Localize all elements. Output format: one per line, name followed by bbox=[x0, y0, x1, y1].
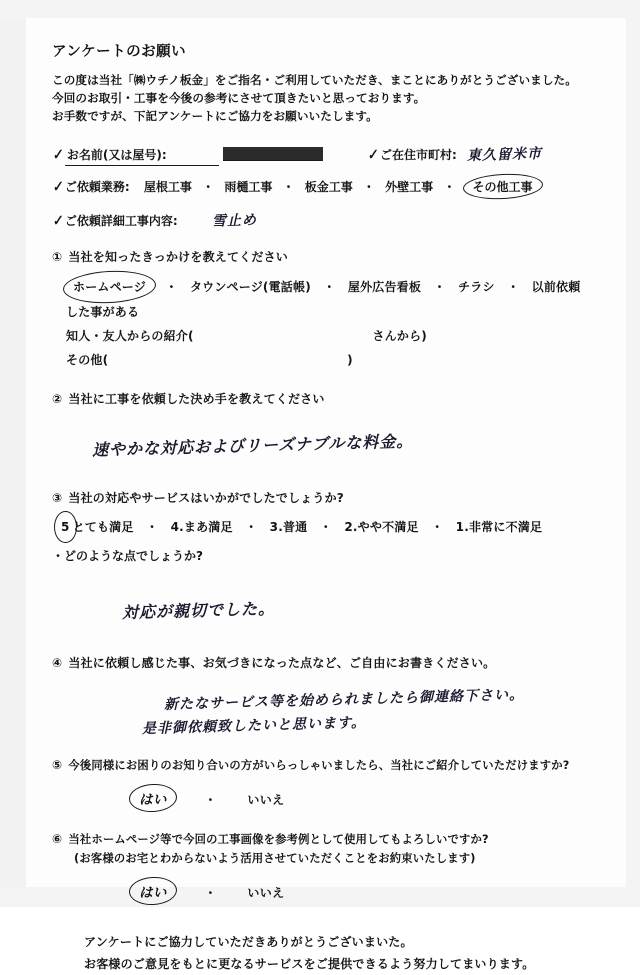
intro-line-2: 今回のお取引・工事を今後の参考にさせて頂きたいと思っております。 bbox=[52, 90, 582, 108]
question-2 bbox=[52, 390, 582, 407]
q6-choice-yes-label: はい bbox=[139, 885, 167, 901]
question-4 bbox=[52, 654, 582, 671]
q1-option-flyer[interactable]: チラシ bbox=[458, 280, 495, 294]
city-handwritten-value: 東久留米市 bbox=[467, 143, 543, 165]
question-4-handwritten-line-2: 是非御依頼致したいと思います。 bbox=[142, 712, 366, 738]
request-field-label: ご依頼業務: bbox=[65, 180, 130, 194]
question-1-options-line3 bbox=[66, 348, 582, 372]
question-6-choices bbox=[132, 880, 582, 902]
question-3-number: ③ bbox=[52, 491, 62, 505]
question-1-options-line1: ホームページ ・ タウンページ(電話帳) ・ 屋外広告看板 ・ チラシ ・ 以前依頼した事がある bbox=[66, 274, 582, 324]
question-2-number: ② bbox=[52, 392, 62, 406]
question-4-handwritten-line-1: 新たなサービス等を始められましたら御連絡下さい。 bbox=[164, 684, 524, 714]
question-1-options-line2 bbox=[66, 324, 582, 348]
question-3-text: 当社の対応やサービスはいかがでしたでしょうか? bbox=[68, 491, 344, 505]
request-option-other-label: その他工事 bbox=[473, 180, 533, 194]
question-1-number: ① bbox=[52, 250, 62, 264]
question-1-text: 当社を知ったきっかけを教えてください bbox=[68, 250, 288, 264]
q1-option-other-suffix: ) bbox=[347, 353, 353, 367]
request-option-gutter: 雨樋工事 bbox=[224, 180, 272, 194]
question-1-options bbox=[52, 274, 582, 372]
question-6-text: 当社ホームページ等で今回の工事画像を参考例として使用してもよろしいですか? bbox=[68, 833, 488, 846]
question-3 bbox=[52, 489, 582, 506]
checkmark-icon-request: ✓ bbox=[51, 179, 65, 196]
q1-option-homepage-label: ホームページ bbox=[73, 280, 146, 294]
field-row-detail bbox=[52, 210, 582, 230]
footer-text bbox=[52, 932, 582, 975]
question-4-answer-area bbox=[52, 689, 582, 735]
question-2-text: 当社に工事を依頼した決め手を教えてください bbox=[68, 392, 324, 406]
page-title: アンケートのお願い bbox=[52, 40, 582, 61]
q1-option-homepage-selected[interactable] bbox=[66, 274, 153, 300]
question-5-number: ⑤ bbox=[52, 758, 62, 772]
checkmark-icon-name: ✓ bbox=[51, 147, 65, 164]
q3-scale-5[interactable]: 1.非常に不満足 bbox=[456, 520, 543, 534]
checkmark-icon-city: ✓ bbox=[366, 147, 380, 164]
question-4-number: ④ bbox=[52, 656, 62, 670]
detail-field-label: ご依頼詳細工事内容: bbox=[65, 214, 178, 228]
question-5-choices bbox=[132, 787, 582, 809]
q6-choice-no[interactable]: いいえ bbox=[247, 886, 284, 900]
q6-choice-yes-selected[interactable] bbox=[132, 880, 174, 902]
question-5 bbox=[52, 757, 582, 773]
q6-choice-separator: ・ bbox=[204, 886, 216, 900]
scan-edge-right bbox=[626, 0, 640, 907]
field-row-name-city bbox=[52, 144, 582, 164]
question-3-followup: ・どのような点でしょうか? bbox=[52, 547, 582, 564]
question-3-handwritten-answer: 対応が親切でした。 bbox=[122, 596, 276, 623]
scan-edge-left bbox=[0, 0, 26, 907]
question-2-handwritten-answer: 速やかな対応およびリーズナブルな料金。 bbox=[92, 428, 414, 460]
question-4-answer-line-1-wrap bbox=[164, 689, 582, 709]
q1-option-townpage[interactable]: タウンページ(電話帳) bbox=[190, 280, 311, 294]
footer-line-1: アンケートにご協力していただきありがとうございまいた。 bbox=[84, 932, 582, 954]
question-2-answer-area bbox=[92, 433, 582, 471]
name-field-label: お名前(又は屋号): bbox=[65, 146, 219, 166]
q1-option-referral-prefix: 知人・友人からの紹介( bbox=[66, 329, 194, 343]
question-3-scale: 5 とても満足 ・ 4.まあ満足 ・ 3.普通 ・ 2.やや不満足 ・ 1.非常に不満足 bbox=[52, 515, 582, 539]
request-option-roof: 屋根工事 bbox=[144, 180, 192, 194]
request-option-other-selected bbox=[466, 177, 540, 196]
q5-choice-separator: ・ bbox=[204, 793, 216, 807]
q3-scale-3[interactable]: 3.普通 bbox=[270, 520, 308, 534]
field-row-request: ✓ご依頼業務: 屋根工事 ・ 雨樋工事 ・ 板金工事 ・ 外壁工事 ・ その他工事 bbox=[52, 177, 582, 197]
intro-paragraph bbox=[52, 72, 582, 126]
intro-line-1: この度は当社「㈱ウチノ板金」をご指名・ご利用していただき、まことにありがとうございました。 bbox=[52, 72, 582, 90]
question-3-answer-area bbox=[122, 598, 582, 636]
q1-option-referral-suffix: さんから) bbox=[372, 329, 427, 343]
q5-choice-yes-selected[interactable] bbox=[132, 787, 174, 809]
question-6-subtext: (お客様のお宅とわからないよう活用させていただくことをお約束いたします) bbox=[52, 850, 582, 866]
detail-handwritten-value: 雪止め bbox=[212, 209, 258, 230]
question-4-answer-line-2-wrap bbox=[142, 715, 582, 735]
q1-option-previous[interactable]: 以前依頼した事がある bbox=[66, 280, 580, 319]
checkmark-icon-detail: ✓ bbox=[51, 213, 65, 230]
city-field-label: ご在住市町村: bbox=[380, 148, 457, 162]
question-1 bbox=[52, 248, 582, 265]
request-option-wall: 外壁工事 bbox=[385, 180, 433, 194]
question-6-number: ⑥ bbox=[52, 832, 62, 846]
question-5-text: 今後同様にお困りのお知り合いの方がいらっしゃいましたら、当社にご紹介していただけますか? bbox=[68, 759, 569, 772]
scan-edge-top bbox=[0, 0, 640, 18]
document-body bbox=[52, 40, 582, 975]
footer-line-2: お客様のご意見をもとに更なるサービスをご提供できるよう努力してまいります。 bbox=[84, 954, 582, 975]
question-6 bbox=[52, 831, 582, 866]
q3-scale-4[interactable]: 2.やや不満足 bbox=[344, 520, 418, 534]
q3-scale-1[interactable]: とても満足 bbox=[73, 520, 134, 534]
q3-score-5-value: 5 bbox=[61, 520, 70, 534]
intro-line-3: お手数ですが、下記アンケートにご協力をお願いいたします。 bbox=[52, 108, 582, 126]
q5-choice-no[interactable]: いいえ bbox=[247, 793, 284, 807]
q3-scale-2[interactable]: 4.まあ満足 bbox=[171, 520, 233, 534]
q1-option-signboard[interactable]: 屋外広告看板 bbox=[348, 280, 421, 294]
q3-score-5-selected[interactable] bbox=[58, 515, 73, 539]
q5-choice-yes-label: はい bbox=[139, 792, 167, 808]
question-4-text: 当社に依頼し感じた事、お気づきになった点など、ご自由にお書きください。 bbox=[68, 656, 495, 670]
redacted-name-value bbox=[223, 147, 323, 161]
q1-option-other-prefix: その他( bbox=[66, 353, 108, 367]
request-option-sheetmetal: 板金工事 bbox=[305, 180, 353, 194]
